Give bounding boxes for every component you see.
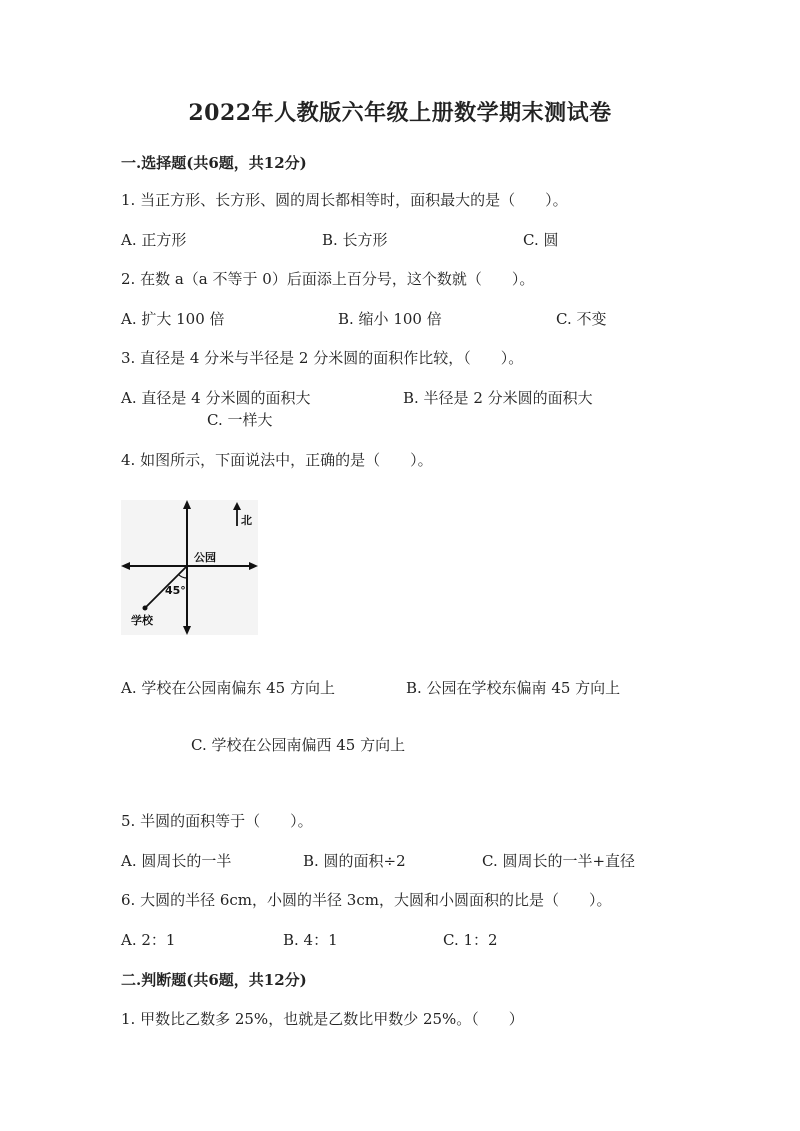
q6-option-b: B. 4：1 [283,931,338,949]
q4-option-a: A. 学校在公园南偏东 45 方向上 [121,679,335,697]
q3-option-c: C. 一样大 [207,411,273,429]
question-4: 4. 如图所示，下面说法中，正确的是（ ）。 [121,451,433,469]
exam-title: 2022年人教版六年级上册数学期末测试卷 [188,100,612,126]
q1-option-c: C. 圆 [523,231,559,249]
q2-option-a: A. 扩大 100 倍 [121,310,225,328]
q2-option-c: C. 不变 [556,310,607,328]
park-label: 公园 [194,551,216,564]
q5-option-a: A. 圆周长的一半 [121,852,232,870]
question-2: 2. 在数 a（a 不等于 0）后面添上百分号，这个数就（ ）。 [121,270,535,288]
q2-option-b: B. 缩小 100 倍 [338,310,442,328]
q3-option-a: A. 直径是 4 分米圆的面积大 [121,389,311,407]
q5-option-b: B. 圆的面积÷2 [303,852,406,870]
q1-option-b: B. 长方形 [322,231,388,249]
north-label: 北 [241,514,252,527]
q6-option-c: C. 1：2 [443,931,498,949]
q4-option-c: C. 学校在公园南偏西 45 方向上 [191,736,406,754]
question-6: 6. 大圆的半径 6cm，小圆的半径 3cm，大圆和小圆面积的比是（ ）。 [121,891,612,909]
school-label: 学校 [131,614,153,627]
angle-label: 45° [165,584,186,597]
q3-option-b: B. 半径是 2 分米圆的面积大 [403,389,593,407]
school-point [143,606,148,611]
direction-diagram [121,500,258,635]
section-heading-judgement: 二.判断题(共6题，共12分) [121,971,307,989]
question-5: 5. 半圆的面积等于（ ）。 [121,812,313,830]
q6-option-a: A. 2：1 [121,931,176,949]
q1-option-a: A. 正方形 [121,231,187,249]
q4-option-b: B. 公园在学校东偏南 45 方向上 [406,679,621,697]
question-3: 3. 直径是 4 分米与半径是 2 分米圆的面积作比较，（ ）。 [121,349,524,367]
section-heading-choice: 一.选择题(共6题，共12分) [121,154,307,172]
q5-option-c: C. 圆周长的一半+直径 [482,852,636,870]
judgement-1: 1. 甲数比乙数多 25%，也就是乙数比甲数少 25%。（ ） [121,1010,524,1028]
question-1: 1. 当正方形、长方形、圆的周长都相等时，面积最大的是（ ）。 [121,191,568,209]
